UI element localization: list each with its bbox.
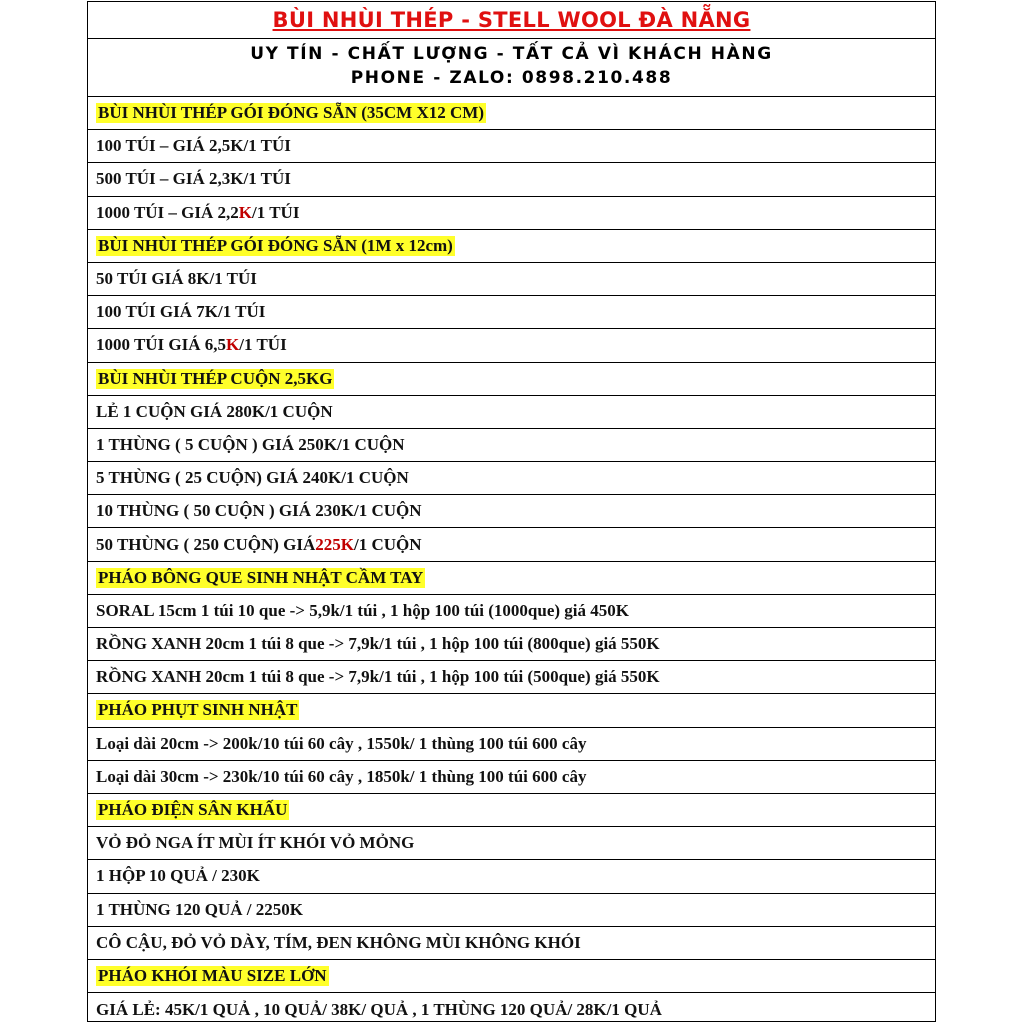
- section-header-row: [88, 97, 935, 130]
- price-highlight: K: [226, 335, 240, 355]
- header-title-row: [88, 2, 935, 39]
- price-row: [88, 429, 935, 462]
- price-text: /1 TÚI: [239, 335, 287, 355]
- section-title: BÙI NHÙI THÉP CUỘN 2,5KG: [98, 368, 333, 388]
- price-row: [88, 462, 935, 495]
- price-text: 1 THÙNG ( 5 CUỘN ) GIÁ 250K/1 CUỘN: [96, 434, 405, 454]
- price-row: [88, 595, 935, 628]
- section-title: BÙI NHÙI THÉP GÓI ĐÓNG SẴN (35CM X12 CM): [98, 103, 484, 123]
- section-header-row: [88, 960, 935, 993]
- price-text: SORAL 15cm 1 túi 10 que -> 5,9k/1 túi , 1 hộp 100 túi (1000que) giá 450K: [96, 600, 629, 620]
- price-text: 10 THÙNG ( 50 CUỘN ) GIÁ 230K/1 CUỘN: [96, 501, 422, 521]
- section-title: PHÁO PHỤT SINH NHẬT: [98, 700, 298, 720]
- price-text: 1 THÙNG 120 QUẢ / 2250K: [96, 899, 304, 919]
- price-text: 5 THÙNG ( 25 CUỘN) GIÁ 240K/1 CUỘN: [96, 468, 409, 488]
- price-row: [88, 761, 935, 794]
- section-title: BÙI NHÙI THÉP GÓI ĐÓNG SẴN (1M x 12cm): [98, 235, 453, 255]
- price-table: [88, 97, 935, 1026]
- price-row: [88, 528, 935, 561]
- price-text: RỒNG XANH 20cm 1 túi 8 que -> 7,9k/1 túi , 1 hộp 100 túi (500que) giá 550K: [96, 667, 660, 687]
- price-text: 500 TÚI – GIÁ 2,3K/1 TÚI: [96, 169, 291, 189]
- price-text: LẺ 1 CUỘN GIÁ 280K/1 CUỘN: [96, 401, 333, 421]
- price-list-sheet: [87, 1, 936, 1022]
- section-header-row: [88, 363, 935, 396]
- price-text: VỎ ĐỎ NGA ÍT MÙI ÍT KHÓI VỎ MỎNG: [96, 833, 415, 853]
- section-header-row: [88, 694, 935, 727]
- price-row: [88, 860, 935, 893]
- price-text: 1 HỘP 10 QUẢ / 230K: [96, 866, 260, 886]
- price-text: 50 THÙNG ( 250 CUỘN) GIÁ: [96, 534, 316, 554]
- price-row: [88, 827, 935, 860]
- price-row: [88, 728, 935, 761]
- section-header-row: [88, 794, 935, 827]
- price-row: [88, 894, 935, 927]
- price-text: 50 TÚI GIÁ 8K/1 TÚI: [96, 269, 257, 289]
- price-text: /1 CUỘN: [354, 534, 422, 554]
- price-text: 1000 TÚI GIÁ 6,5: [96, 335, 227, 355]
- section-header-row: [88, 562, 935, 595]
- price-text: 100 TÚI GIÁ 7K/1 TÚI: [96, 302, 266, 322]
- section-title: PHÁO ĐIỆN SÂN KHẤU: [98, 800, 288, 820]
- price-row: [88, 495, 935, 528]
- section-title: PHÁO KHÓI MÀU SIZE LỚN: [98, 965, 327, 985]
- price-row: [88, 163, 935, 196]
- price-row: [88, 927, 935, 960]
- price-text: /1 TÚI: [252, 202, 300, 222]
- page-title: BÙI NHÙI THÉP - STELL WOOL ĐÀ NẴNG: [272, 8, 751, 32]
- price-row: [88, 628, 935, 661]
- price-text: Loại dài 30cm -> 230k/10 túi 60 cây , 1850k/ 1 thùng 100 túi 600 cây: [96, 766, 587, 786]
- slogan: UY TÍN - CHẤT LƯỢNG - TẤT CẢ VÌ KHÁCH HÀNG: [250, 44, 773, 64]
- price-text: CÔ CẬU, ĐỎ VỎ DÀY, TÍM, ĐEN KHÔNG MÙI KHÔNG KHÓI: [96, 932, 581, 952]
- price-row: [88, 296, 935, 329]
- price-row: [88, 396, 935, 429]
- price-row: [88, 263, 935, 296]
- section-header-row: [88, 230, 935, 263]
- price-text: 100 TÚI – GIÁ 2,5K/1 TÚI: [96, 136, 291, 156]
- price-highlight: K: [238, 202, 253, 222]
- phone-contact: PHONE - ZALO: 0898.210.488: [350, 68, 673, 88]
- price-row: [88, 993, 935, 1026]
- section-title: PHÁO BÔNG QUE SINH NHẬT CẦM TAY: [98, 567, 424, 587]
- price-row: [88, 197, 935, 230]
- price-text: 1000 TÚI – GIÁ 2,2: [96, 202, 239, 222]
- header-contact-row: [88, 39, 935, 97]
- price-row: [88, 661, 935, 694]
- price-text: Loại dài 20cm -> 200k/10 túi 60 cây , 1550k/ 1 thùng 100 túi 600 cây: [96, 733, 587, 753]
- price-text: GIÁ LẺ: 45K/1 QUẢ , 10 QUẢ/ 38K/ QUẢ , 1 THÙNG 120 QUẢ/ 28K/1 QUẢ: [96, 999, 662, 1019]
- price-text: RỒNG XANH 20cm 1 túi 8 que -> 7,9k/1 túi , 1 hộp 100 túi (800que) giá 550K: [96, 634, 660, 654]
- price-row: [88, 329, 935, 362]
- price-highlight: 225K: [315, 534, 355, 554]
- price-row: [88, 130, 935, 163]
